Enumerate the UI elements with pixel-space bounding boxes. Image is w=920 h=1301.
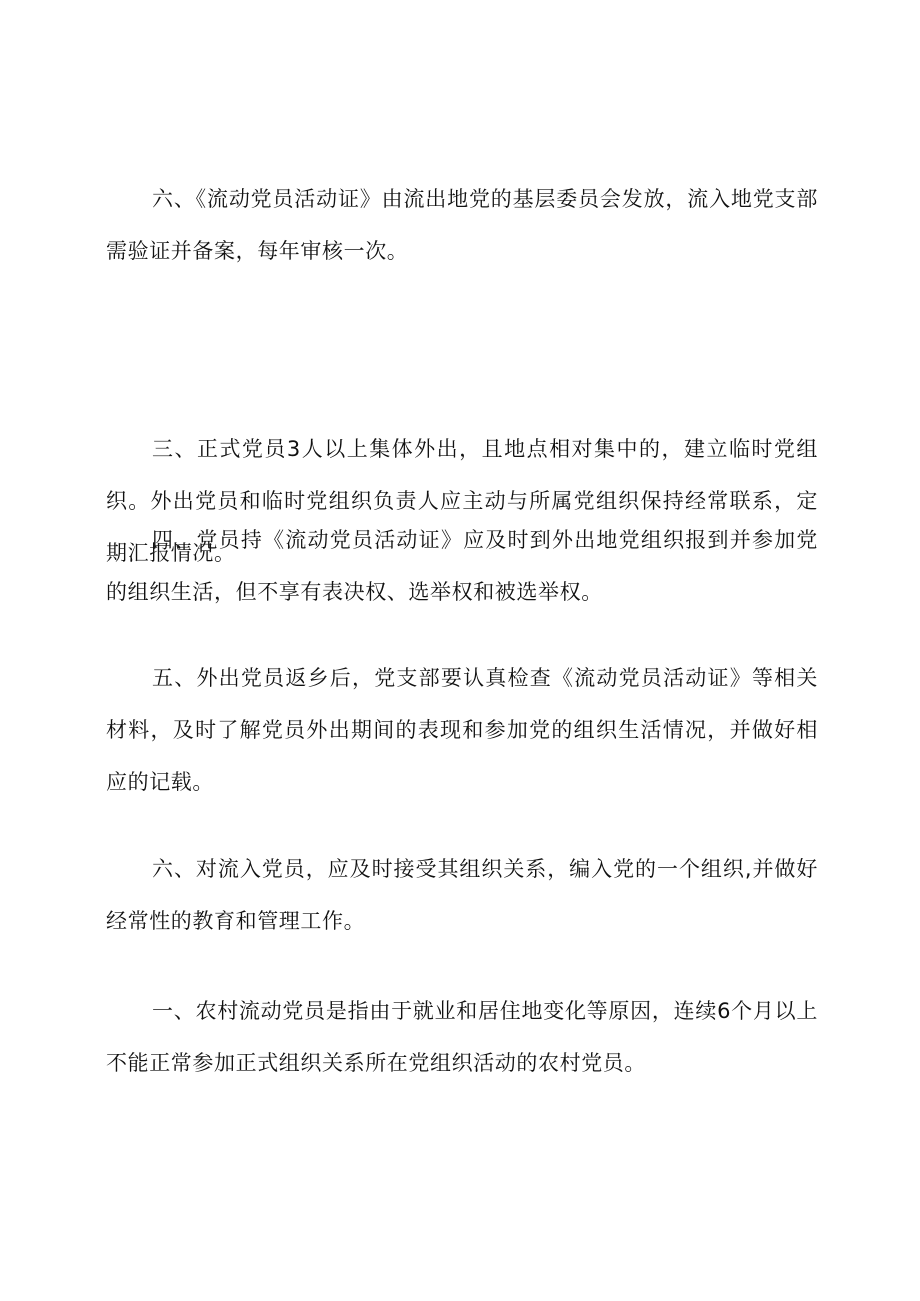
paragraph-report-to-local-organization: 四、党员持《流动党员活动证》应及时到外出地党组织报到并参加党的组织生活，但不享有表决权、选举权和被选举权。: [106, 528, 818, 604]
paragraph-temporary-party-organization: 三、正式党员3人以上集体外出，且地点相对集中的，建立临时党组织。外出党员和临时党组织负责人应主动与所属党组织保持经常联系，定期汇报情况。: [106, 437, 818, 565]
paragraph-incoming-members: 六、对流入党员，应及时接受其组织关系，编入党的一个组织,并做好经常性的教育和管理工作。: [106, 857, 818, 933]
paragraph-return-inspection: 五、外出党员返乡后，党支部要认真检查《流动党员活动证》等相关材料，及时了解党员外出期间的表现和参加党的组织生活情况，并做好相应的记载。: [106, 666, 818, 794]
paragraph-definition-rural-mobile-members: 一、农村流动党员是指由于就业和居住地变化等原因，连续6个月以上不能正常参加正式组织关系所在党组织活动的农村党员。: [106, 999, 818, 1075]
paragraph-activity-certificate-issuance: 六、《流动党员活动证》由流出地党的基层委员会发放，流入地党支部需验证并备案，每年审核一次。: [106, 187, 818, 263]
